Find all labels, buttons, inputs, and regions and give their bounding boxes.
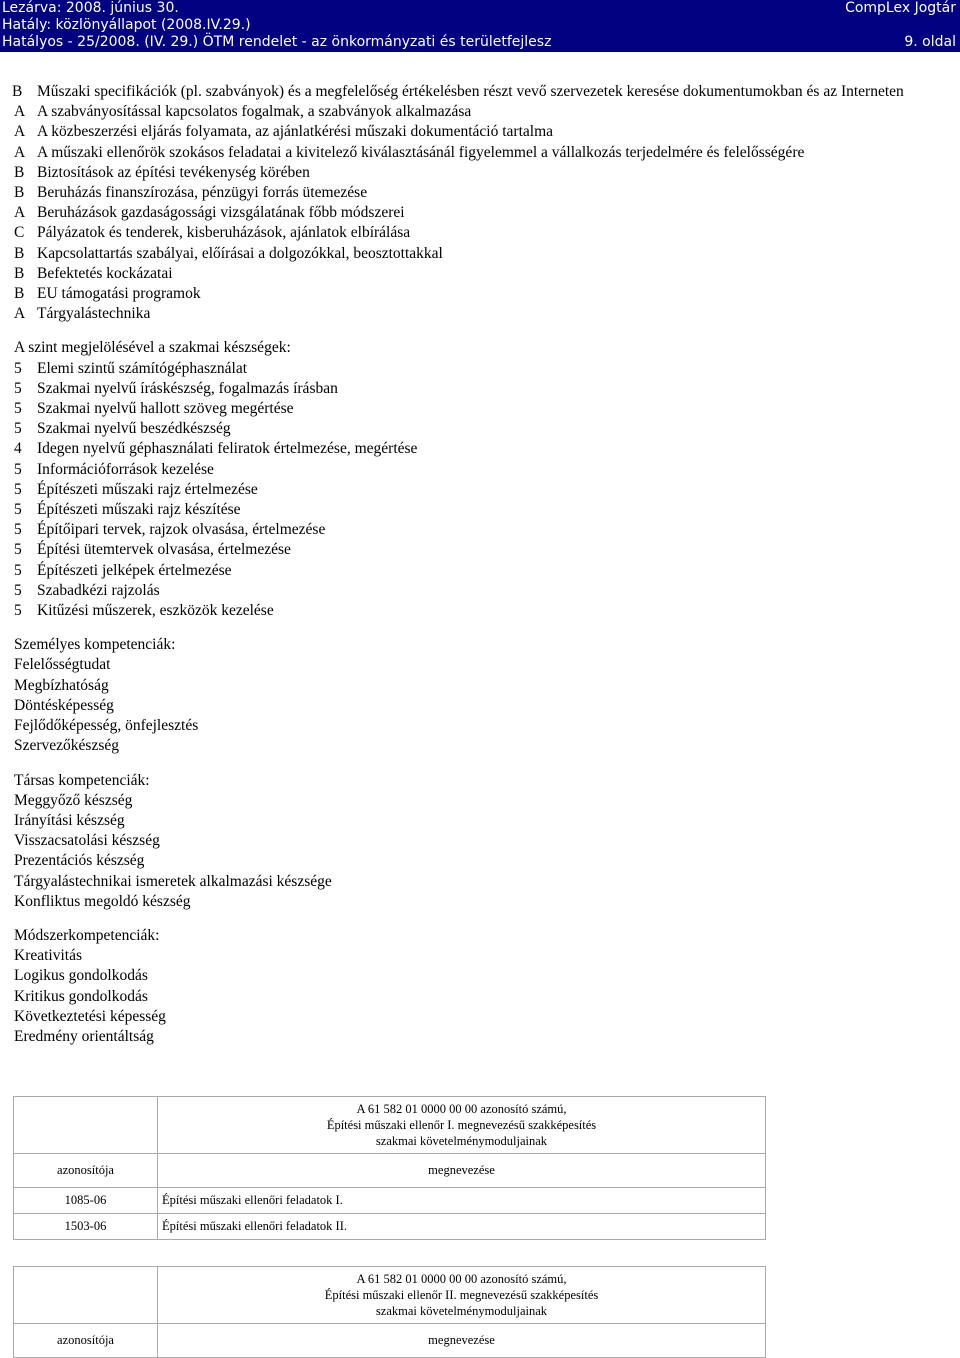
list-item: Irányítási készség	[14, 811, 125, 829]
list-item	[14, 359, 958, 379]
list-item	[14, 419, 958, 439]
list-item	[14, 244, 958, 264]
list-item	[14, 540, 958, 560]
list-item: Megbízhatóság	[14, 676, 109, 694]
item-text: Építési ütemtervek olvasása, értelmezése	[37, 541, 291, 559]
item-text: Elemi szintű számítógéphasználat	[37, 359, 248, 377]
list-item: Szervezőkészség	[14, 737, 120, 755]
list-item	[14, 460, 958, 480]
page-number: 9. oldal	[904, 34, 956, 50]
list-item	[14, 379, 958, 399]
item-text: Befektetés kockázatai	[37, 264, 173, 282]
title-line: Építési műszaki ellenőr II. megnevezésű szakképesítés	[324, 1288, 599, 1302]
module-table-1	[13, 1096, 766, 1240]
list-item: Felelősségtudat	[14, 656, 111, 674]
item-level: 5	[14, 541, 22, 559]
title-line: szakmai követelménymoduljainak	[375, 1134, 548, 1148]
list-item: Tárgyalástechnikai ismeretek alkalmazási készsége	[14, 872, 332, 890]
item-level: B	[14, 264, 25, 282]
item-text: Tárgyalástechnika	[37, 305, 151, 323]
item-level: 5	[14, 379, 22, 397]
list-item: Visszacsatolási készség	[14, 832, 160, 850]
list-item	[14, 601, 958, 621]
professional-knowledge-list	[14, 102, 958, 324]
item-level: B	[14, 244, 25, 262]
section-heading: Módszerkompetenciák:	[14, 926, 160, 944]
module-id: 1085-06	[14, 1188, 158, 1214]
title-line: A 61 582 01 0000 00 00 azonosító számú,	[356, 1272, 567, 1286]
product-name: CompLex Jogtár	[845, 0, 956, 16]
item-text: Építészeti műszaki rajz készítése	[37, 501, 241, 519]
item-level: A	[14, 204, 26, 222]
item-level: 4	[14, 440, 22, 458]
title-line: szakmai követelménymoduljainak	[375, 1304, 548, 1318]
item-text: Műszaki specifikációk (pl. szabványok) és a megfelelőség értékelésben részt vevő szervezetek keresése dokumentumokban és az Interneten	[37, 83, 904, 100]
list-item: Konfliktus megoldó készség	[14, 892, 191, 910]
item-level: B	[14, 184, 25, 202]
item-level: A	[14, 123, 26, 141]
item-level: B	[12, 83, 23, 100]
item-level: 5	[14, 501, 22, 519]
effective-state: Hatály: közlönyállapot (2008.IV.29.)	[2, 17, 251, 33]
module-name: Építési műszaki ellenőri feladatok II.	[158, 1214, 766, 1240]
list-item: Kreativitás	[14, 947, 83, 965]
title-line: Építési műszaki ellenőr I. megnevezésű szakképesítés	[326, 1118, 597, 1132]
section-heading: A szint megjelölésével a szakmai készségek:	[14, 339, 291, 357]
list-item	[14, 163, 958, 183]
item-level: A	[14, 305, 26, 323]
list-item: Döntésképesség	[14, 696, 114, 714]
document-header	[0, 0, 960, 52]
item-text: Szakmai nyelvű hallott szöveg megértése	[37, 400, 294, 418]
item-level: 5	[14, 480, 22, 498]
item-text: A szabványosítással kapcsolatos fogalmak, a szabványok alkalmazása	[37, 103, 472, 121]
item-level: C	[14, 224, 25, 242]
item-level: 5	[14, 359, 22, 377]
regulation-title: Hatályos - 25/2008. (IV. 29.) ÖTM rendelet - az önkormányzati és területfejlesz	[2, 34, 552, 50]
item-level: 5	[14, 602, 22, 620]
item-text: Kapcsolattartás szabályai, előírásai a dolgozókkal, beosztottakkal	[37, 244, 443, 262]
social-competencies	[14, 771, 958, 912]
list-item	[14, 102, 958, 122]
list-item: Meggyőző készség	[14, 791, 133, 809]
item-text: Szakmai nyelvű íráskészség, fogalmazás írásban	[37, 379, 338, 397]
title-line: A 61 582 01 0000 00 00 azonosító számú,	[356, 1102, 567, 1116]
item-text: Kitűzési műszerek, eszközök kezelése	[37, 602, 274, 620]
list-item	[14, 223, 958, 243]
list-item	[14, 399, 958, 419]
method-competencies	[14, 926, 958, 1047]
item-text: Beruházások gazdaságossági vizsgálatának főbb módszerei	[37, 204, 405, 222]
item-text: Építészeti jelképek értelmezése	[37, 561, 232, 579]
list-item: Következtetési képesség	[14, 1007, 166, 1025]
item-level: A	[14, 143, 26, 161]
item-text: A műszaki ellenőrök szokásos feladatai a kivitelező kiválasztásánál figyelemmel a vállalkozás terjedelmére és felelősségére	[37, 143, 805, 161]
item-text: Szakmai nyelvű beszédkészség	[37, 420, 231, 438]
list-item	[12, 82, 958, 102]
item-text: Beruházás finanszírozása, pénzügyi forrás ütemezése	[37, 184, 368, 202]
item-level: A	[14, 103, 26, 121]
item-level: B	[14, 285, 25, 303]
list-item	[14, 439, 958, 459]
list-item: Logikus gondolkodás	[14, 967, 148, 985]
list-item	[14, 284, 958, 304]
list-item	[14, 203, 958, 223]
list-item: Eredmény orientáltság	[14, 1027, 154, 1045]
item-text: Építészeti műszaki rajz értelmezése	[37, 480, 258, 498]
list-item	[14, 304, 958, 324]
item-level: 5	[14, 420, 22, 438]
module-id: 1503-06	[14, 1214, 158, 1240]
item-text: Idegen nyelvű géphasználati feliratok értelmezése, megértése	[37, 440, 418, 458]
table-title	[158, 1097, 766, 1154]
item-text: EU támogatási programok	[37, 285, 201, 303]
list-item	[14, 520, 958, 540]
list-item	[14, 581, 958, 601]
list-item: Fejlődőképesség, önfejlesztés	[14, 717, 199, 735]
item-text: A közbeszerzési eljárás folyamata, az ajánlatkérési műszaki dokumentáció tartalma	[37, 123, 554, 141]
personal-competencies	[14, 635, 958, 756]
table-row	[14, 1214, 766, 1240]
closing-date: Lezárva: 2008. június 30.	[2, 0, 179, 16]
item-text: Információforrások kezelése	[37, 460, 214, 478]
column-header-id: azonosítója	[14, 1154, 158, 1188]
list-item	[14, 561, 958, 581]
list-item	[14, 500, 958, 520]
module-name: Építési műszaki ellenőri feladatok I.	[158, 1188, 766, 1214]
item-level: 5	[14, 521, 22, 539]
item-text: Biztosítások az építési tevékenység körében	[37, 163, 310, 181]
column-header-name: megnevezése	[158, 1324, 766, 1358]
list-item	[14, 264, 958, 284]
item-level: 5	[14, 581, 22, 599]
column-header-id: azonosítója	[14, 1324, 158, 1358]
skills-section	[14, 338, 958, 621]
list-item: Kritikus gondolkodás	[14, 987, 148, 1005]
list-item	[14, 480, 958, 500]
table-title	[158, 1267, 766, 1324]
column-header-name: megnevezése	[158, 1154, 766, 1188]
item-level: 5	[14, 400, 22, 418]
list-item	[14, 183, 958, 203]
section-heading: Társas kompetenciák:	[14, 771, 150, 789]
item-level: B	[14, 163, 25, 181]
list-item	[14, 143, 958, 163]
list-item	[14, 122, 958, 142]
section-heading: Személyes kompetenciák:	[14, 636, 176, 654]
list-item: Prezentációs készség	[14, 852, 145, 870]
module-table-2	[13, 1266, 766, 1358]
document-body	[14, 82, 958, 1047]
item-text: Pályázatok és tenderek, kisberuházások, ajánlatok elbírálása	[37, 224, 411, 242]
item-text: Építőipari tervek, rajzok olvasása, értelmezése	[37, 521, 326, 539]
item-level: 5	[14, 460, 22, 478]
item-text: Szabadkézi rajzolás	[37, 581, 160, 599]
item-level: 5	[14, 561, 22, 579]
table-row	[14, 1188, 766, 1214]
